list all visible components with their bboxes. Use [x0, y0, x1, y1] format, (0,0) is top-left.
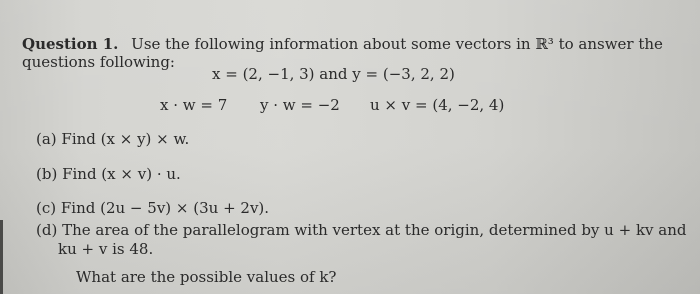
part-d: (d) The area of the parallelogram with vertex at the origin, determined by u + kv and	[36, 221, 687, 239]
part-d-continued: ku + v is 48.	[58, 240, 154, 258]
given-y-dot-w: y · w = −2	[260, 96, 340, 114]
given-x-dot-w: x · w = 7	[160, 96, 228, 114]
given-xy: x = (2, −1, 3) and y = (−3, 2, 2)	[212, 65, 455, 83]
given-u-cross-v: u × v = (4, −2, 4)	[370, 96, 505, 114]
part-a: (a) Find (x × y) × w.	[36, 130, 190, 148]
part-d-question: What are the possible values of k?	[76, 268, 337, 286]
question-intro-continued: questions following:	[22, 53, 175, 71]
question-intro: Use the following information about some vectors in ℝ³ to answer the	[131, 35, 663, 53]
part-c: (c) Find (2u − 5v) × (3u + 2v).	[36, 199, 270, 217]
question-number: Question 1.	[22, 35, 119, 53]
part-b: (b) Find (x × v) · u.	[36, 165, 181, 183]
scan-shadow-edge	[0, 220, 3, 294]
question-header	[22, 35, 663, 53]
